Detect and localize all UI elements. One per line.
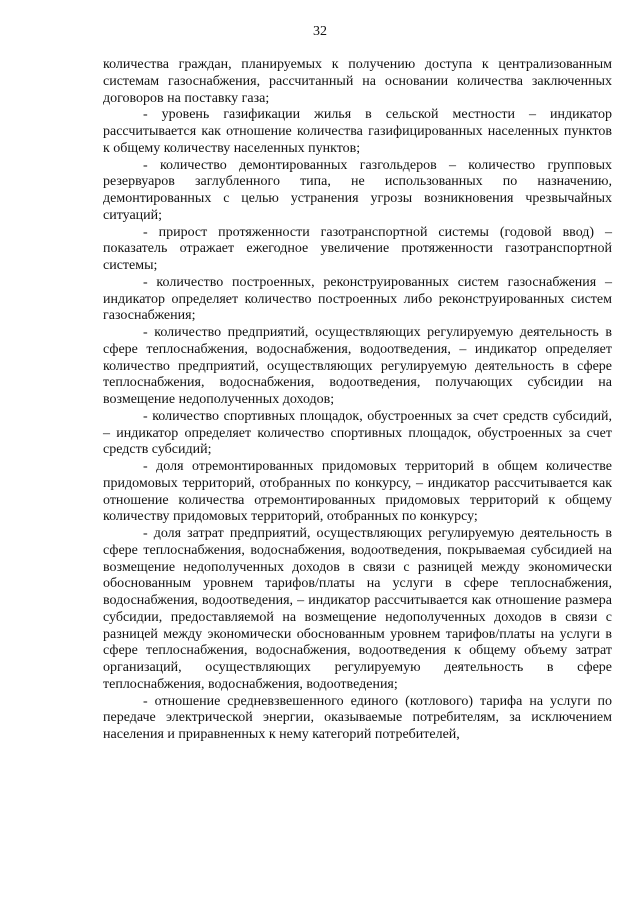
indicator-rural-gasification: - уровень газификации жилья в сельской местности – индикатор рассчитывается как отношение количества газифицированных населенных пунктов к общему количеству населенных пунктов; <box>103 107 612 156</box>
indicator-built-gas-systems: - количество построенных, реконструированных систем газоснабжения – индикатор определяет количество построенных либо реконструированных систем газоснабжения; <box>103 274 612 324</box>
paragraph-continuation: количества граждан, планируемых к получению доступа к централизованным системам газоснабжения, рассчитанный на основании количества заключенных договоров на поставку газа; <box>103 57 612 106</box>
indicator-dismantled-gasholders: - количество демонтированных газгольдеров – количество групповых резервуаров заглубленного типа, не использованных по назначению, демонтированных с целью устранения угрозы возникновения чрезвычайных ситуаций; <box>103 157 612 223</box>
indicator-gas-network-growth: - прирост протяженности газотранспортной системы (годовой ввод) – показатель отражает ежегодное увеличение протяженности газотранспортной системы; <box>103 224 612 273</box>
page-body <box>103 57 612 744</box>
indicator-tariff-ratio: - отношение средневзвешенного единого (котлового) тарифа на услуги по передаче электрической энергии, оказываемые потребителям, за исключением населения и приравненных к нему категорий потребителей, <box>103 693 612 742</box>
indicator-repaired-yards: - доля отремонтированных придомовых территорий в общем количестве придомовых территорий, отобранных по конкурсу, – индикатор рассчитывается как отношение количества отремонтированных придомовых территорий к общему количеству придомовых территорий, отобранных по конкурсу; <box>103 459 612 525</box>
indicator-sports-grounds: - количество спортивных площадок, обустроенных за счет средств субсидий, – индикатор определяет количество спортивных площадок, обустроенных за счет средств субсидий; <box>103 408 612 458</box>
indicator-regulated-enterprises: - количество предприятий, осуществляющих регулируемую деятельность в сфере теплоснабжения, водоснабжения, водоотведения, – индикатор определяет количество предприятий, осуществляющих регулируемую деятельность в сфере теплоснабжения, водоснабжения, водоотведения, получающих субсидии на возмещение недополученных доходов; <box>103 325 612 407</box>
indicator-cost-share-subsidy: - доля затрат предприятий, осуществляющих регулируемую деятельность в сфере теплоснабжения, водоснабжения, водоотведения, покрываемая субсидией на возмещение недополученных доходов в связи с разницей между экономически обоснованным уровнем тарифов/платы на услуги в сфере теплоснабжения, водоснабжения, водоотведения, – индикатор рассчитывается как отношение размера субсидии, предоставляемой на возмещение недополученных доходов в связи с разницей между экономически обоснованным уровнем тарифов/платы на услуги в сфере теплоснабжения, водоснабжения, водоотведения к общему объему затрат организаций, осуществляющих регулируемую деятельность в сфере теплоснабжения, водоснабжения, водоотведения; <box>103 526 612 692</box>
page-number: 32 <box>313 24 327 39</box>
